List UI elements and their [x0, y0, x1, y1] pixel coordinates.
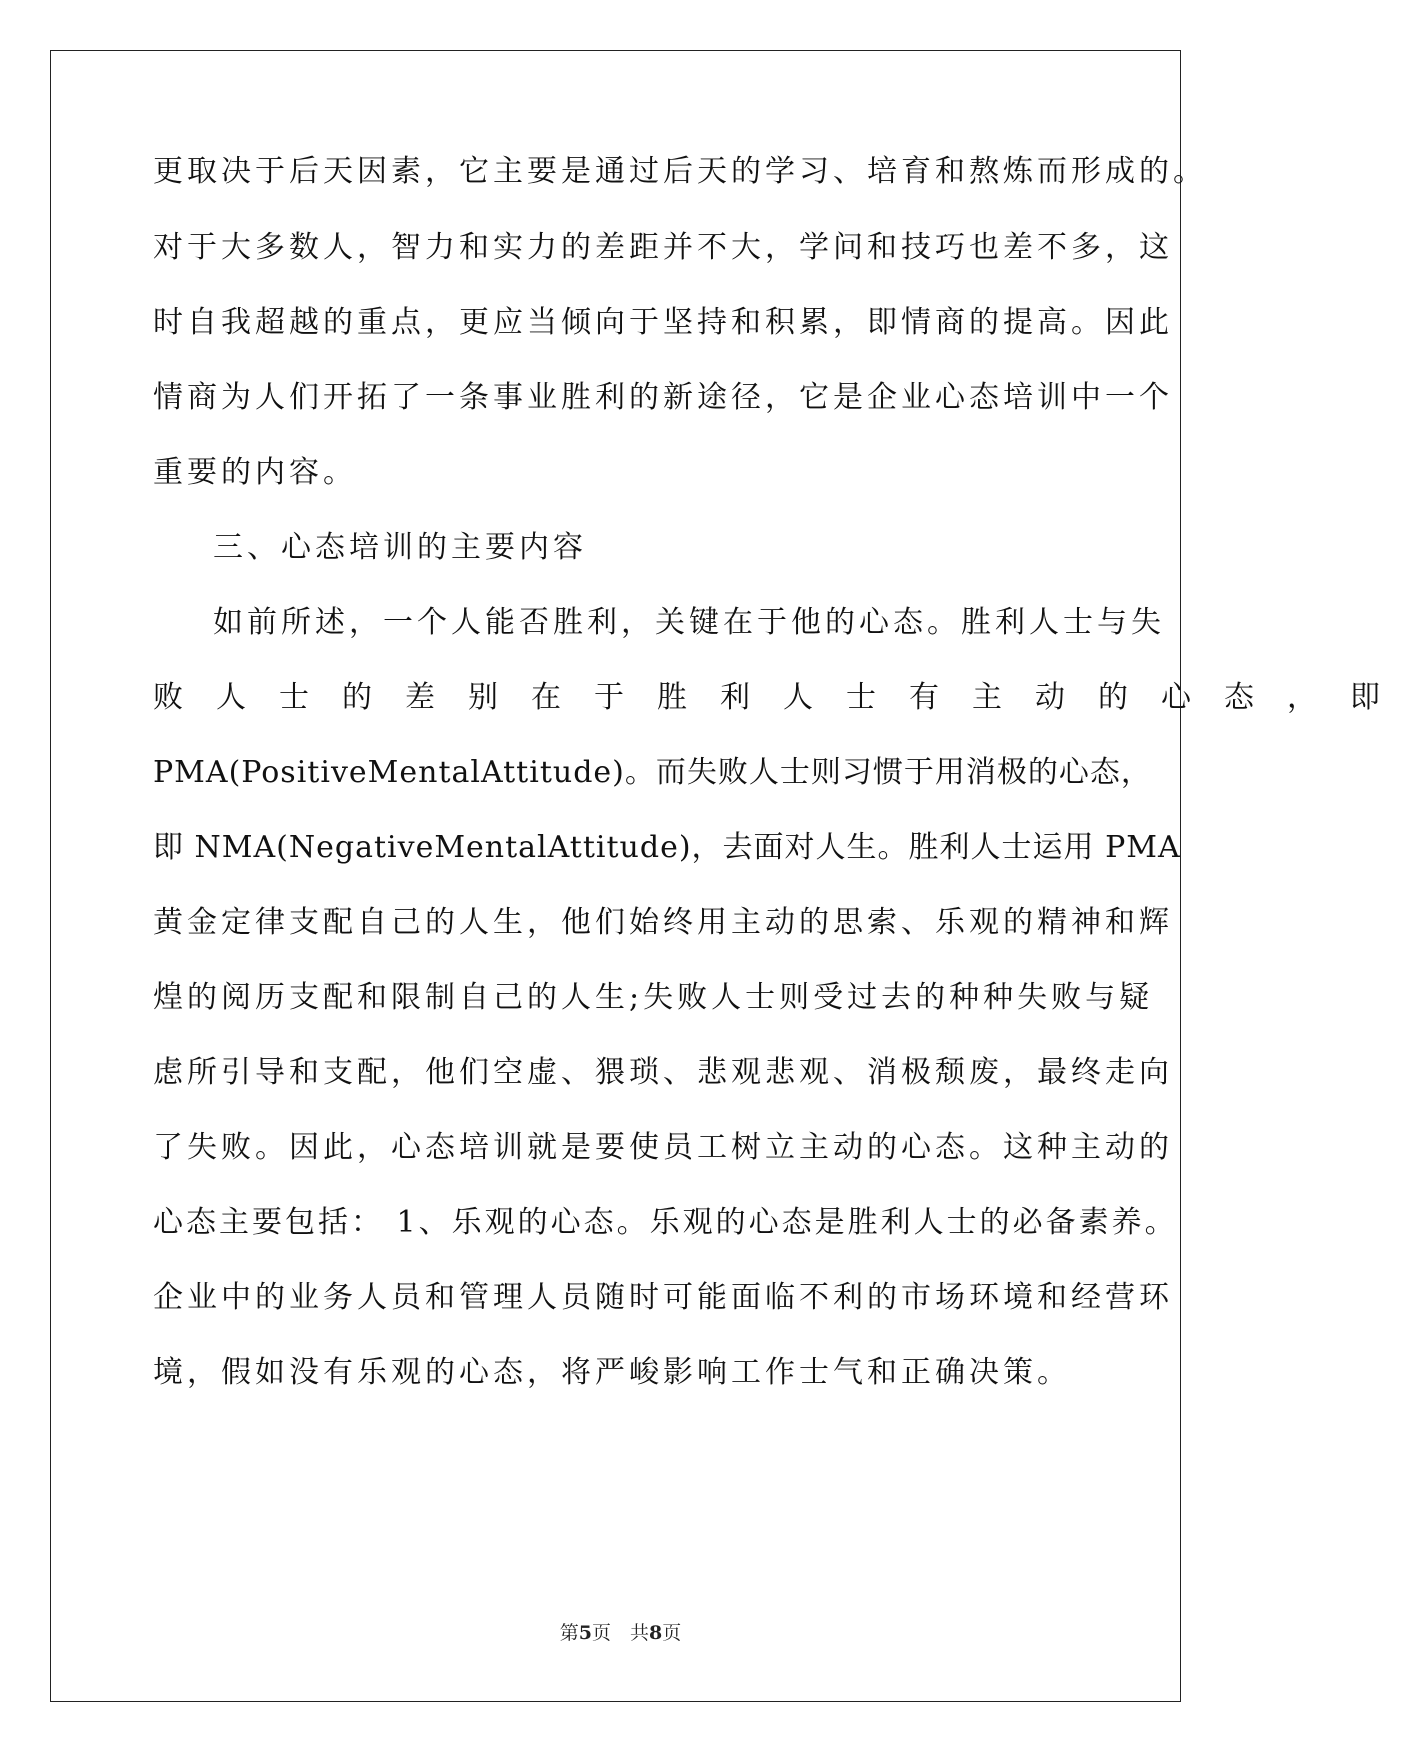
- body-line-14: 了失败。因此，心态培训就是要使员工树立主动的心态。这种主动的: [153, 1130, 1173, 1165]
- body-line-10: 即 NMA(NegativeMentalAttitude)，去面对人生。胜利人士运用 PMA: [153, 830, 1181, 865]
- body-line-15: 心态主要包括： 1、乐观的心态。乐观的心态是胜利人士的必备素养。: [153, 1205, 1178, 1240]
- body-line-8: 败人士的差别在于胜利人士有主动的心态，即: [153, 680, 1413, 715]
- total-pages-number: 8: [649, 1622, 663, 1644]
- body-line-16: 企业中的业务人员和管理人员随时可能面临不利的市场环境和经营环: [153, 1280, 1173, 1315]
- body-line-13: 虑所引导和支配，他们空虚、猥琐、悲观悲观、消极颓废，最终走向: [153, 1055, 1173, 1090]
- body-line-1: 更取决于后天因素，它主要是通过后天的学习、培育和熬炼而形成的。: [153, 154, 1207, 189]
- footer-middle: 页 共: [591, 1622, 649, 1644]
- body-line-7: 如前所述，一个人能否胜利，关键在于他的心态。胜利人士与失: [213, 605, 1165, 640]
- body-line-2: 对于大多数人，智力和实力的差距并不大，学问和技巧也差不多，这: [153, 230, 1173, 265]
- footer-prefix: 第: [559, 1622, 579, 1644]
- body-line-12: 煌的阅历支配和限制自己的人生;失败人士则受过去的种种失败与疑: [153, 980, 1154, 1015]
- body-line-11: 黄金定律支配自己的人生，他们始终用主动的思索、乐观的精神和辉: [153, 905, 1173, 940]
- section-heading: 三、心态培训的主要内容: [213, 530, 587, 565]
- body-line-9: PMA(PositiveMentalAttitude)。而失败人士则习惯于用消极的心态，: [153, 755, 1152, 790]
- page-footer: [0, 1621, 1241, 1645]
- page-frame: [50, 50, 1181, 1702]
- body-line-4: 情商为人们开拓了一条事业胜利的新途径，它是企业心态培训中一个: [153, 380, 1173, 415]
- current-page-number: 5: [578, 1622, 592, 1644]
- body-line-17: 境，假如没有乐观的心态，将严峻影响工作士气和正确决策。: [153, 1355, 1071, 1390]
- body-line-3: 时自我超越的重点，更应当倾向于坚持和积累，即情商的提高。因此: [153, 305, 1173, 340]
- footer-suffix: 页: [662, 1622, 682, 1644]
- body-line-5: 重要的内容。: [153, 455, 357, 490]
